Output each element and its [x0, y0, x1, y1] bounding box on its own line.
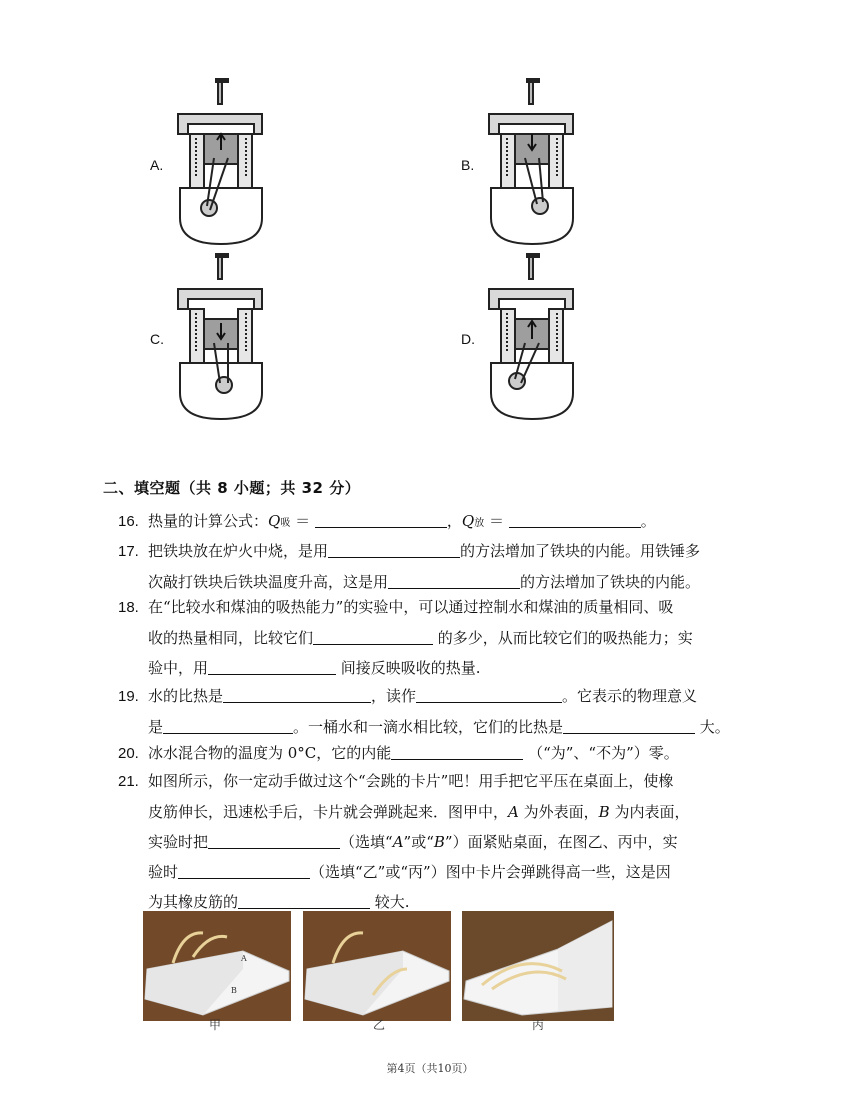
svg-text:A: A	[241, 954, 247, 963]
answer-blank[interactable]	[388, 572, 520, 589]
svg-text:B: B	[231, 986, 237, 995]
answer-blank[interactable]	[315, 511, 447, 528]
option-b-label: B.	[461, 157, 475, 173]
option-a-label: A.	[150, 157, 164, 173]
answer-blank[interactable]	[391, 743, 523, 760]
answer-blank[interactable]	[223, 686, 371, 703]
question-20: 20. 冰水混合物的温度为 0°C，它的内能 （“为”、“不为”）零。	[118, 744, 679, 762]
engine-figure-d	[485, 253, 580, 423]
answer-blank[interactable]	[163, 717, 293, 734]
answer-blank[interactable]	[208, 658, 336, 675]
answer-blank[interactable]	[509, 511, 641, 528]
engine-figure-b	[485, 78, 580, 248]
question-17: 17. 把铁块放在炉火中烧，是用 的方法增加了铁块的内能。用铁锤多 次敲打铁块后铁块温度升高，这是用 的方法增加了铁块的内能。	[118, 542, 701, 591]
answer-blank[interactable]	[563, 717, 695, 734]
answer-blank[interactable]	[328, 541, 460, 558]
card-photo-bing	[462, 911, 614, 1021]
answer-blank[interactable]	[313, 628, 433, 645]
page-footer: 第4页（共10页）	[386, 1062, 474, 1075]
answer-blank[interactable]	[208, 832, 340, 849]
question-19: 19. 水的比热是 ，读作 。它表示的物理意义 是 。一桶水和一滴水相比较，它们的比热是 大。	[118, 687, 730, 736]
option-c-label: C.	[150, 331, 164, 347]
answer-blank[interactable]	[178, 862, 310, 879]
photo-label-bing: 丙	[532, 1018, 545, 1032]
engine-figure-a	[174, 78, 269, 248]
section-heading: 二、填空题（共 8 小题；共 32 分）	[103, 479, 361, 497]
option-d-label: D.	[461, 331, 475, 347]
question-21: 21. 如图所示，你一定动手做过这个“会跳的卡片”吧！用手把它平压在桌面上，使橡 皮筋伸长，迅速松手后，卡片就会弹跳起来．图甲中，A 为外表面，B 为内表面， 实验时把 （选填“A”或“B”）面紧贴桌面，在图乙、丙中，实 验时 （选填“乙”或“丙”）图中卡片会弹跳得高一些，这是因 为其橡皮筋的 较大.	[118, 772, 690, 911]
answer-blank[interactable]	[416, 686, 562, 703]
question-18: 18. 在“比较水和煤油的吸热能力”的实验中，可以通过控制水和煤油的质量相同、吸 收的热量相同，比较它们 的多少，从而比较它们的吸热能力；实 验中，用 间接反映吸收的热量.	[118, 598, 693, 677]
engine-figure-c	[174, 253, 269, 423]
photo-label-jia: 甲	[209, 1018, 222, 1032]
card-photo-yi	[303, 911, 451, 1021]
card-photo-jia	[143, 911, 291, 1021]
photo-label-yi: 乙	[373, 1018, 386, 1032]
answer-blank[interactable]	[238, 892, 370, 909]
question-16: 16. 热量的计算公式：Q吸 ＝ ，Q放 ＝ 。	[118, 512, 656, 530]
